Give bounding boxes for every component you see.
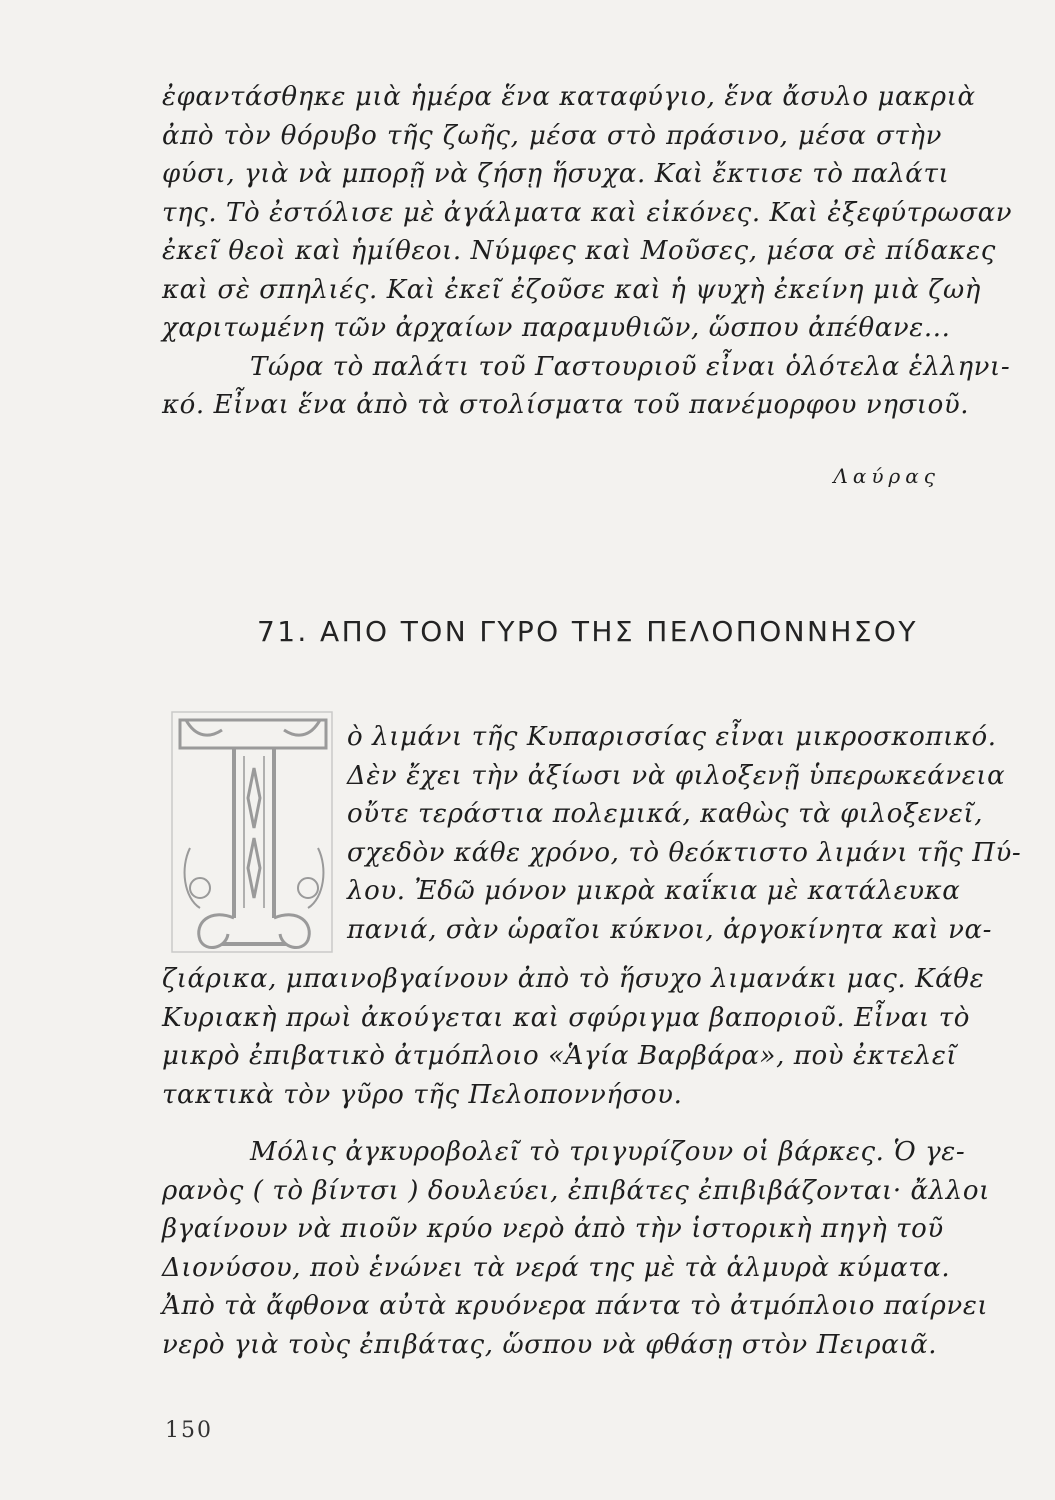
text-line: Μόλις ἀγκυροβολεῖ τὸ τριγυρίζουν οἱ βάρκες. Ὁ γε-: [250, 1137, 966, 1167]
text-line: βγαίνουν νὰ πιοῦν κρύο νερὸ ἀπὸ τὴν ἱστορικὴ πηγὴ τοῦ: [162, 1214, 944, 1244]
text-line: ζιάρικα, μπαινοβγαίνουν ἀπὸ τὸ ἥσυχο λιμανάκι μας. Κάθε: [162, 964, 985, 994]
text-line: πανιά, σὰν ὡραῖοι κύκνοι, ἀργοκίνητα καὶ να-: [347, 914, 993, 945]
paragraph-2-beside-initial: [347, 718, 1022, 949]
text-line: ἐκεῖ θεοὶ καὶ ἡμίθεοι. Νύμφες καὶ Μοῦσες, μέσα σὲ πίδακες: [162, 236, 996, 266]
text-line: Διονύσου, ποὺ ἑνώνει τὰ νερά της μὲ τὰ ἁλμυρὰ κύματα.: [162, 1252, 951, 1283]
text-line: Δὲν ἔχει τὴν ἀξίωσι νὰ φιλοξενῇ ὑπερωκεάνεια: [347, 760, 1006, 791]
text-line: ὸ λιμάνι τῆς Κυπαρισσίας εἶναι μικροσκοπικό.: [347, 722, 997, 752]
text-line: φύσι, γιὰ νὰ μπορῇ νὰ ζήσῃ ἥσυχα. Καὶ ἔκτισε τὸ παλάτι: [162, 159, 950, 189]
paragraph-2-continued: [162, 960, 985, 1114]
author-signature: Λαύρας: [833, 464, 940, 488]
page-number: 150: [165, 1418, 213, 1443]
ornamental-initial-icon: [170, 708, 336, 958]
chapter-heading: 71. ΑΠΟ ΤΟΝ ΓΥΡΟ ΤΗΣ ΠΕΛΟΠΟΝΝΗΣΟΥ: [257, 615, 918, 648]
paragraph-3: [162, 1133, 990, 1364]
text-line: τακτικὰ τὸν γῦρο τῆς Πελοποννήσου.: [162, 1079, 683, 1110]
paragraph-1: [162, 78, 1013, 425]
text-line: ἀπὸ τὸν θόρυβο τῆς ζωῆς, μέσα στὸ πράσινο, μέσα στὴν: [162, 120, 942, 151]
text-line: οὔτε τεράστια πολεμικά, καθὼς τὰ φιλοξενεῖ,: [347, 799, 984, 829]
text-line: χαριτωμένη τῶν ἀρχαίων παραμυθιῶν, ὥσπου ἀπέθανε...: [162, 313, 951, 343]
text-line: καὶ σὲ σπηλιές. Καὶ ἐκεῖ ἐζοῦσε καὶ ἡ ψυχὴ ἐκείνη μιὰ ζωὴ: [162, 274, 981, 305]
text-line: ἐφαντάσθηκε μιὰ ἡμέρα ἕνα καταφύγιο, ἕνα ἄσυλο μακριὰ: [162, 82, 976, 112]
text-line: της. Τὸ ἐστόλισε μὲ ἀγάλματα καὶ εἰκόνες. Καὶ ἐξεφύτρωσαν: [162, 197, 1013, 228]
text-line: ρανὸς ( τὸ βίντσι ) δουλεύει, ἐπιβάτες ἐπιβιβάζονται· ἄλλοι: [162, 1175, 990, 1206]
text-line: νερὸ γιὰ τοὺς ἐπιβάτας, ὥσπου νὰ φθάσῃ στὸν Πειραιᾶ.: [162, 1329, 938, 1360]
text-line: λου. Ἐδῶ μόνον μικρὰ καΐκια μὲ κατάλευκα: [347, 876, 961, 906]
text-line: σχεδὸν κάθε χρόνο, τὸ θεόκτιστο λιμάνι τῆς Πύ-: [347, 837, 1022, 868]
text-line: Κυριακὴ πρωὶ ἀκούγεται καὶ σφύριγμα βαποριοῦ. Εἶναι τὸ: [162, 1002, 970, 1033]
text-line: Τώρα τὸ παλάτι τοῦ Γαστουριοῦ εἶναι ὁλότελα ἑλληνι-: [250, 351, 1011, 382]
text-line: μικρὸ ἐπιβατικὸ ἀτμόπλοιο «Ἁγία Βαρβάρα», ποὺ ἐκτελεῖ: [162, 1041, 958, 1071]
text-line: Ἀπὸ τὰ ἄφθονα αὐτὰ κρυόνερα πάντα τὸ ἀτμόπλοιο παίρνει: [162, 1291, 989, 1321]
text-line: κό. Εἶναι ἕνα ἀπὸ τὰ στολίσματα τοῦ πανέμορφου νησιοῦ.: [162, 390, 970, 420]
